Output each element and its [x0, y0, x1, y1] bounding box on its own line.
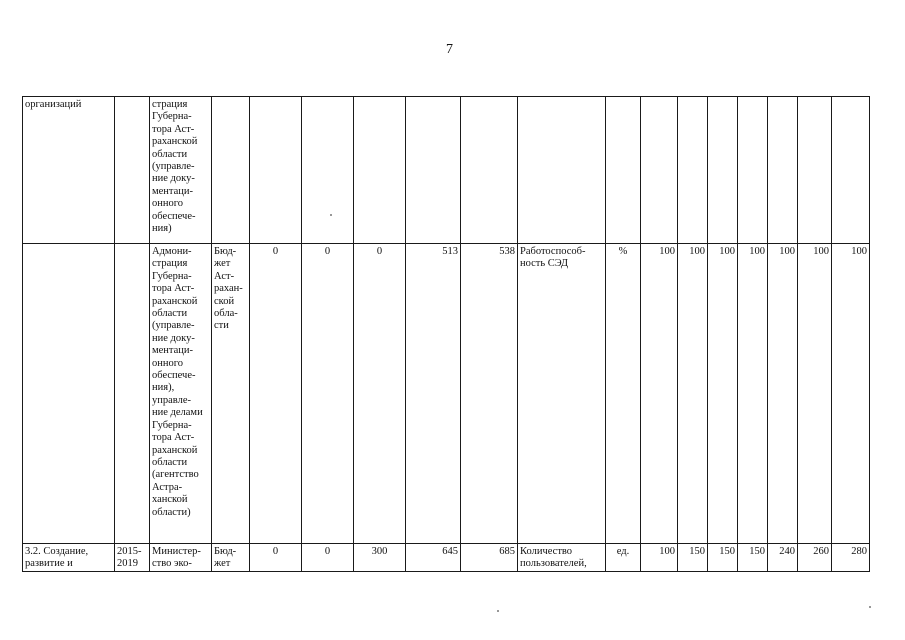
source-cell: [212, 97, 250, 244]
scan-speck: [497, 610, 499, 612]
amount-cell: 538: [461, 244, 518, 544]
amount-cell: 685: [461, 544, 518, 572]
amount-cell: [354, 97, 406, 244]
unit-cell: %: [606, 244, 641, 544]
value-cell: 280: [832, 544, 870, 572]
value-cell: [678, 97, 708, 244]
executor-cell: страция Губерна- тора Аст- раханской области (управле- ние доку- ментаци- онного обеспече- ния): [150, 97, 212, 244]
value-cell: 150: [738, 544, 768, 572]
scan-speck: [330, 214, 332, 216]
executor-cell: Адмони- страция Губерна- тора Аст- раханской области (управле- ние доку- ментаци- онного обеспече- ния), управле- ние делами Губерна- тора Аст- раханской области (агентство Астра- ханской области): [150, 244, 212, 544]
table-row: [23, 244, 870, 544]
amount-cell: 0: [250, 244, 302, 544]
value-cell: 100: [768, 244, 798, 544]
table-row: [23, 544, 870, 572]
value-cell: 260: [798, 544, 832, 572]
source-cell: Бюд- жет: [212, 544, 250, 572]
amount-cell: [406, 97, 461, 244]
value-cell: 100: [678, 244, 708, 544]
amount-cell: [461, 97, 518, 244]
scan-speck: [869, 606, 871, 608]
value-cell: 100: [798, 244, 832, 544]
measure-cell: организаций: [23, 97, 115, 244]
value-cell: 240: [768, 544, 798, 572]
value-cell: 100: [708, 244, 738, 544]
amount-cell: 645: [406, 544, 461, 572]
measure-cell: [23, 244, 115, 544]
indicator-cell: Работоспособ- ность СЭД: [518, 244, 606, 544]
amount-cell: 0: [250, 544, 302, 572]
value-cell: [738, 97, 768, 244]
value-cell: [798, 97, 832, 244]
executor-cell: Министер- ство эко-: [150, 544, 212, 572]
value-cell: [768, 97, 798, 244]
unit-cell: ед.: [606, 544, 641, 572]
period-cell: [115, 244, 150, 544]
measure-cell: 3.2. Создание, развитие и: [23, 544, 115, 572]
amount-cell: 513: [406, 244, 461, 544]
value-cell: [641, 97, 678, 244]
value-cell: 100: [641, 544, 678, 572]
amount-cell: 0: [302, 244, 354, 544]
value-cell: [832, 97, 870, 244]
indicator-cell: Количество пользователей,: [518, 544, 606, 572]
program-table: [22, 96, 870, 572]
amount-cell: 0: [354, 244, 406, 544]
amount-cell: 300: [354, 544, 406, 572]
indicator-cell: [518, 97, 606, 244]
source-cell: Бюд- жет Аст- рахан- ской обла- сти: [212, 244, 250, 544]
value-cell: [708, 97, 738, 244]
amount-cell: [302, 97, 354, 244]
unit-cell: [606, 97, 641, 244]
value-cell: 100: [832, 244, 870, 544]
table-row: [23, 97, 870, 244]
value-cell: 150: [708, 544, 738, 572]
period-cell: [115, 97, 150, 244]
value-cell: 150: [678, 544, 708, 572]
period-cell: 2015- 2019: [115, 544, 150, 572]
amount-cell: [250, 97, 302, 244]
amount-cell: 0: [302, 544, 354, 572]
page-number: 7: [446, 42, 453, 57]
value-cell: 100: [641, 244, 678, 544]
value-cell: 100: [738, 244, 768, 544]
